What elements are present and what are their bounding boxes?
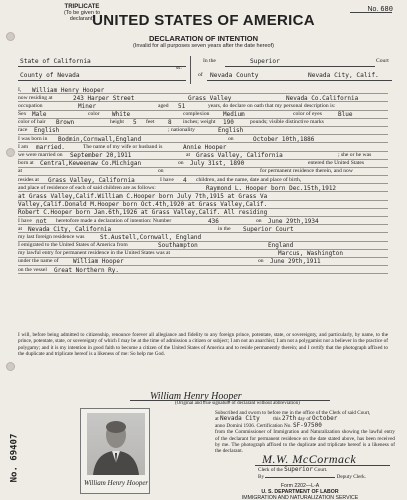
venue-county: County of Nevada <box>20 72 80 79</box>
photo-signature: William Henry Hooper <box>84 479 149 487</box>
row-label: height <box>110 119 124 126</box>
deputy-blank <box>265 477 335 478</box>
row-label: at <box>18 225 23 232</box>
row-label: aged <box>158 102 169 109</box>
validity-note: (Invalid for all purposes seven years after the date hereof) <box>133 43 274 49</box>
row-label: in the <box>218 225 231 232</box>
day-value: 27th <box>281 415 297 423</box>
child-3-value: Valley,Calif.Donald M.Hooper born Oct.4th,1920 at Grass Valley,Calif. <box>18 201 268 209</box>
service: IMMIGRATION AND NATURALIZATION SERVICE <box>241 494 359 500</box>
vessel-value: Great Northern Ry. <box>54 266 120 274</box>
at-label: at <box>215 416 219 423</box>
row-entry-name <box>18 258 388 266</box>
row-label: for permanent residence therein, and now <box>260 168 353 175</box>
in-the-label: In the <box>203 58 216 64</box>
portrait-icon <box>87 413 145 475</box>
hair-color-value: Brown <box>56 119 75 127</box>
eye-color-value: Blue <box>338 111 353 119</box>
occupation-value: Miner <box>78 102 97 110</box>
row-label: on <box>178 160 184 167</box>
prior-declaration-number: 436 <box>208 217 219 225</box>
height-feet-value: 5 <box>133 119 137 127</box>
emigration-country-value: England <box>268 242 294 250</box>
row-label: children, and the name, date and place of birth, <box>196 176 302 183</box>
row-emigrated <box>18 242 388 250</box>
color-value: White <box>112 111 131 119</box>
clerk-line <box>258 466 327 474</box>
month-value: October <box>312 415 338 423</box>
weight-value: 190 <box>223 119 234 127</box>
prior-court-value: Superior Court <box>243 225 294 233</box>
race-value: English <box>34 127 60 135</box>
triplicate-note-2: declarant) <box>69 16 95 22</box>
complexion-value: Medium <box>223 111 245 119</box>
row-children-list <box>18 192 388 200</box>
row-name <box>18 86 388 94</box>
row-label: on <box>258 258 264 265</box>
divider <box>207 80 392 81</box>
certification-line: anno Domini 1936. Certification No. SF-97500 <box>215 421 322 429</box>
row-label: color of hair <box>18 119 46 126</box>
child-2-value: at Grass Valley,Calif.William C.Hooper born July 7th,1915 at Grass Va <box>18 192 268 200</box>
form-footer <box>210 484 390 500</box>
row-label: on <box>158 168 164 175</box>
row-label: I emigrated to the United States of America from <box>18 242 128 249</box>
deputy-line <box>258 474 366 481</box>
photo-image <box>87 413 145 475</box>
clerk-court-value: Superior <box>284 466 313 473</box>
row-label: complexion <box>183 111 210 118</box>
row-marriage <box>18 152 388 160</box>
form-number-value: 680 <box>380 5 393 13</box>
declaration-body <box>18 86 388 274</box>
height-inches-value: 8 <box>168 119 172 127</box>
court-name: Superior <box>250 58 280 65</box>
row-marital <box>18 143 388 151</box>
punch-hole <box>6 362 15 371</box>
row-label: my lawful entry for permanent residence in the United States was at <box>18 250 171 257</box>
row-spouse-birth <box>18 160 388 168</box>
punch-hole <box>6 148 15 157</box>
signature-caption: (Original and true signature of declarant without abbreviation) <box>175 401 300 406</box>
declarant-signature: William Henry Hooper <box>150 391 242 402</box>
marital-status-value: married. <box>36 143 65 151</box>
triplicate-label: TRIPLICATE <box>64 4 100 10</box>
by-label: By <box>258 474 265 480</box>
oath-paragraph: I will, before being admitted to citizenship, renounce forever all allegiance and fidelity to any foreign prince, potentate, state, or sovereignty, and particularly, by name, to the prince, potentate, state, or sovereignty of which I may be at the time of admission a citizen or subject; I am not an anarchist; I am not a polygamist nor a believer in the practice of polygamy; and it is my intention in good faith to become a citizen of the United States of America and to reside permanently therein; and I certify that the photograph affixed to the duplicate and triplicate hereof is a likeness of me: So help me God. <box>18 332 388 357</box>
clerk-signature: M.W. McCormack <box>262 452 357 466</box>
row-label: feet <box>146 119 155 126</box>
prior-declaration-value: not <box>36 217 47 225</box>
row-label: inches; weight <box>183 119 216 126</box>
court-label: Court <box>376 58 389 64</box>
side-number-value: No. 69407 <box>9 433 20 483</box>
row-label: ; nationality <box>168 127 195 134</box>
spouse-name-value: Annie Hooper <box>183 143 227 151</box>
residence-street: 243 Harper Street <box>73 94 135 102</box>
row-children-list <box>18 184 388 192</box>
row-race <box>18 127 388 135</box>
row-label: at <box>18 168 23 175</box>
marriage-date-value: September 20,1911 <box>70 152 132 159</box>
row-children-list <box>18 209 388 217</box>
entry-date-value: June 29th,1911 <box>270 258 321 266</box>
divider <box>18 80 186 81</box>
department: U. S. DEPARTMENT OF LABOR <box>261 488 339 495</box>
row-label: race <box>18 127 28 134</box>
venue-divider <box>190 56 191 84</box>
cert-value: SF-97500 <box>292 421 322 429</box>
children-count-value: 4 <box>183 176 187 184</box>
clerk-label: Clerk of the <box>258 467 283 473</box>
deputy-label: Deputy Clerk. <box>336 474 367 480</box>
row-label: pounds; visible distinctive marks <box>250 119 324 126</box>
court-city: Nevada City, Calif. <box>308 72 379 79</box>
row-children-list <box>18 201 388 209</box>
child-1-value: Raymond L. Hooper born Dec.15th,1912 <box>206 184 337 192</box>
row-prior-declaration <box>18 217 388 225</box>
row-prior-court <box>18 225 388 233</box>
marriage-place-value: Grass Valley, California <box>196 152 283 159</box>
row-label: color <box>88 111 100 118</box>
row-label: I was born in <box>18 135 48 142</box>
row-description <box>18 111 388 119</box>
venue-state: State of California <box>20 58 91 65</box>
row-label: Sex <box>18 111 27 118</box>
ss-label: ss: <box>176 65 182 71</box>
prior-place-value: Nevada City, California <box>28 225 112 233</box>
declarant-photo <box>80 408 150 494</box>
at-value: Nevada City <box>220 415 260 423</box>
spouse-birth-date-value: July 31st, 1890 <box>190 160 245 168</box>
subscribed-line: Subscribed and sworn to before me in the office of the Clerk of said Court, <box>215 410 371 416</box>
row-label: on <box>228 135 234 142</box>
residence-county: Nevada Co.California <box>286 94 359 102</box>
clerk-certification <box>215 410 395 455</box>
row-birth <box>18 135 388 143</box>
spouse-residence-value: Grass Valley, California <box>48 176 135 184</box>
row-label: color of eyes <box>293 111 322 118</box>
row-label: resides at <box>18 176 39 183</box>
spouse-birthplace-value: Central,Keweenaw Co.Michigan <box>40 160 142 168</box>
this-label: this <box>273 416 281 423</box>
last-residence-value: St.Austell,Cornwall, England <box>100 233 202 241</box>
row-last-residence <box>18 233 388 241</box>
page-title: UNITED STATES OF AMERICA <box>92 12 315 29</box>
of-label: of <box>198 72 203 78</box>
row-label: my last foreign residence was <box>18 233 85 240</box>
row-residence <box>18 94 388 102</box>
court-location: Nevada County <box>210 72 259 79</box>
form-number-label: No. <box>367 6 379 13</box>
prior-declaration-date: June 29th,1934 <box>268 217 319 225</box>
row-label: years, do declare on oath that my personal description is: <box>208 102 336 109</box>
row-label: ; she or he was <box>338 152 372 158</box>
declarant-name: William Henry Hooper <box>32 86 105 94</box>
birthplace-value: Bodmin,Cornwall,England <box>58 135 142 143</box>
row-physical <box>18 119 388 127</box>
anno-label: anno Domini 1936 <box>215 422 254 429</box>
entry-name-value: William Hooper <box>73 258 124 266</box>
certification-text: from the Commissioner of Immigration and Naturalization showing the lawful entry of the declarant for permanent residence on the date stated above, has been received by me. The photograph affixed to the duplicate and triplicate hereof is a likeness of the declarant. <box>215 429 395 455</box>
row-label: at <box>186 152 191 158</box>
form-subtitle: DECLARATION OF INTENTION <box>148 34 259 43</box>
row-label: and place of residence of each of said children are as follows: <box>18 184 156 191</box>
row-label: I have <box>18 217 32 224</box>
court-word: Court. <box>314 467 328 473</box>
row-label: The name of my wife or husband is <box>83 143 163 150</box>
row-label: I have <box>160 176 174 183</box>
row-vessel <box>18 266 388 274</box>
row-label: I, <box>18 86 22 93</box>
row-spouse-entry <box>18 168 388 176</box>
row-entry <box>18 250 388 258</box>
row-occupation <box>18 102 388 110</box>
triplicate-note-1: (To be given to <box>63 10 101 16</box>
row-label: now residing at <box>18 94 53 101</box>
row-label: born at <box>18 160 34 167</box>
day-of-label: day of <box>297 416 311 423</box>
row-label: I am <box>18 143 29 150</box>
row-label: under the name of <box>18 258 59 265</box>
row-label: occupation <box>18 102 43 109</box>
child-4-value: Robert C.Hooper born Jan.6th,1926 at Grass Valley,Calif. All residing <box>18 209 268 217</box>
nationality-value: English <box>218 127 244 135</box>
emigration-port-value: Southampton <box>158 242 198 250</box>
row-label: on the vessel <box>18 266 47 273</box>
residence-town: Grass Valley <box>188 94 232 102</box>
cert-label: Certification No. <box>256 422 292 429</box>
row-label: heretofore made a declaration of intention: Number <box>56 217 172 224</box>
row-label: we were married on <box>18 152 63 158</box>
divider <box>225 66 375 67</box>
sex-value: Male <box>32 111 47 119</box>
entry-port-value: Marcus, Washington <box>278 250 344 258</box>
form-code: Form 2202—L-A <box>280 483 320 489</box>
age-value: 51 <box>178 102 186 110</box>
side-number <box>9 425 32 495</box>
row-children <box>18 176 388 184</box>
row-label: on <box>256 217 262 224</box>
divider <box>18 66 186 67</box>
birth-date-value: October 10th,1886 <box>253 135 315 143</box>
row-label: entered the United States <box>308 160 365 167</box>
